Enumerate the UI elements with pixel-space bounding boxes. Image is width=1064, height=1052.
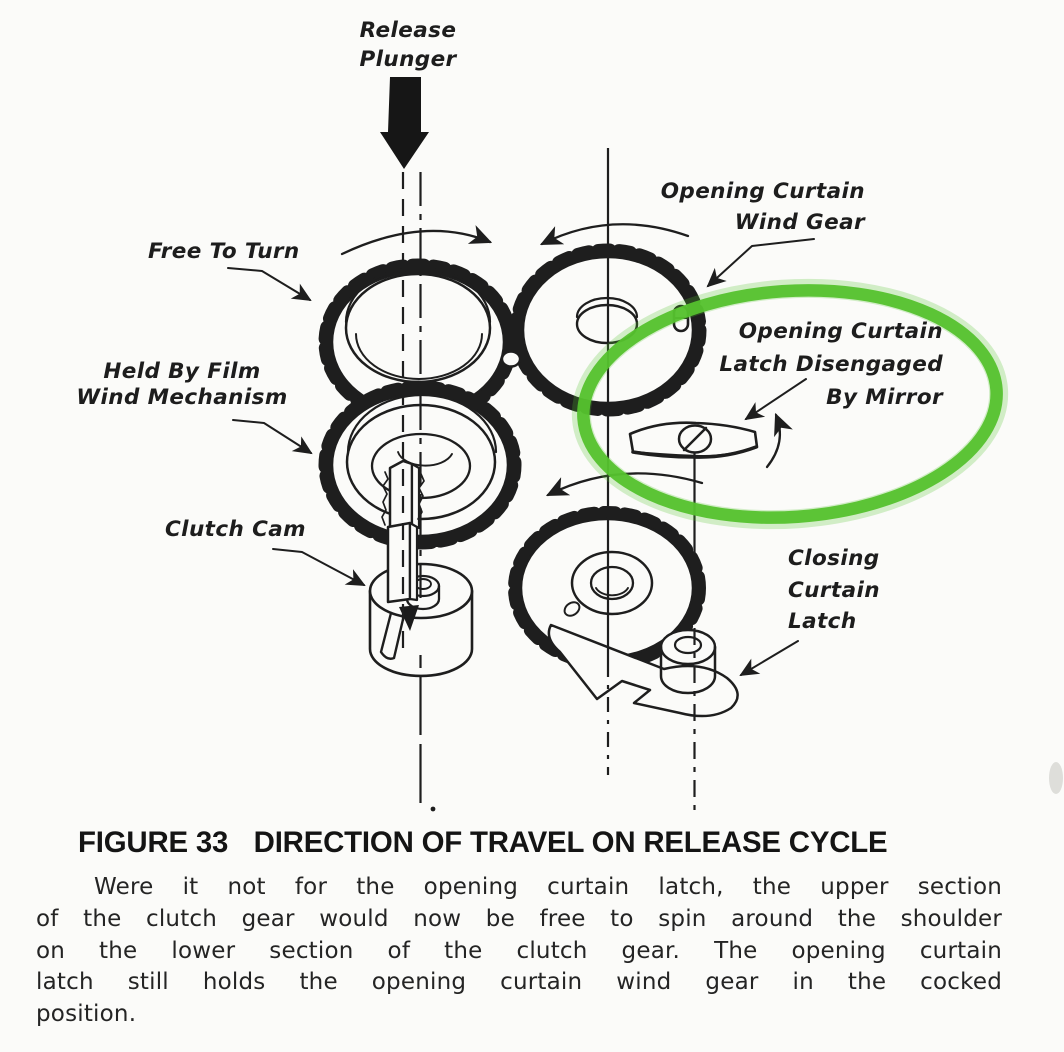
connector-closing-latch [741,641,798,675]
figure-caption [78,826,999,860]
label-line: Opening Curtain [738,319,943,344]
connector-clutch-cam [273,549,364,585]
label-line: Opening Curtain [660,179,865,204]
body-line: position. [36,1001,137,1028]
figure-number: FIGURE 33 [78,826,229,859]
scan-speck [1049,762,1063,794]
label-line: By Mirror [826,385,943,410]
connector-free-to-turn [228,268,310,300]
label-line: Wind Mechanism [76,385,288,410]
body-line: on the lower section of the clutch gear. The opening curtain [36,937,1002,964]
body-line: of the clutch gear would now be free to spin around the shoulder [36,905,1002,932]
release-plunger-arrow [380,77,429,169]
label-line: Plunger [359,47,457,72]
label-closing-curtain-latch [788,543,880,638]
opening-curtain-wind-gear-part [502,251,699,409]
connector-wind-gear [708,239,814,286]
label-opening-curtain-latch-disengaged [703,315,943,414]
label-line: Wind Gear [734,210,865,235]
figure-title: DIRECTION OF TRAVEL ON RELEASE CYCLE [253,826,888,859]
body-line: latch still holds the opening curtain wind gear in the cocked [36,969,1002,996]
label-opening-curtain-wind-gear [640,176,865,238]
label-free-to-turn: Free To Turn [148,239,300,264]
body-line: Were it not for the opening curtain latch, the upper section [94,874,1002,900]
label-line: Closing [788,546,880,571]
label-line: Held By Film [103,359,261,384]
label-clutch-cam: Clutch Cam [165,517,306,542]
label-line: Curtain [788,577,880,603]
label-line: Latch [788,609,857,634]
rotation-arrow-latch-bar [767,415,780,467]
label-held-by-film-wind-mechanism [62,359,302,411]
body-paragraph [36,872,1002,1031]
label-release-plunger [347,16,469,74]
connector-held-by-film [233,420,311,453]
label-line: Release [359,18,457,43]
opening-curtain-latch-part [630,423,757,457]
label-line: Latch Disengaged [719,352,943,377]
rotation-arrow-upper-left-gear [342,231,490,254]
